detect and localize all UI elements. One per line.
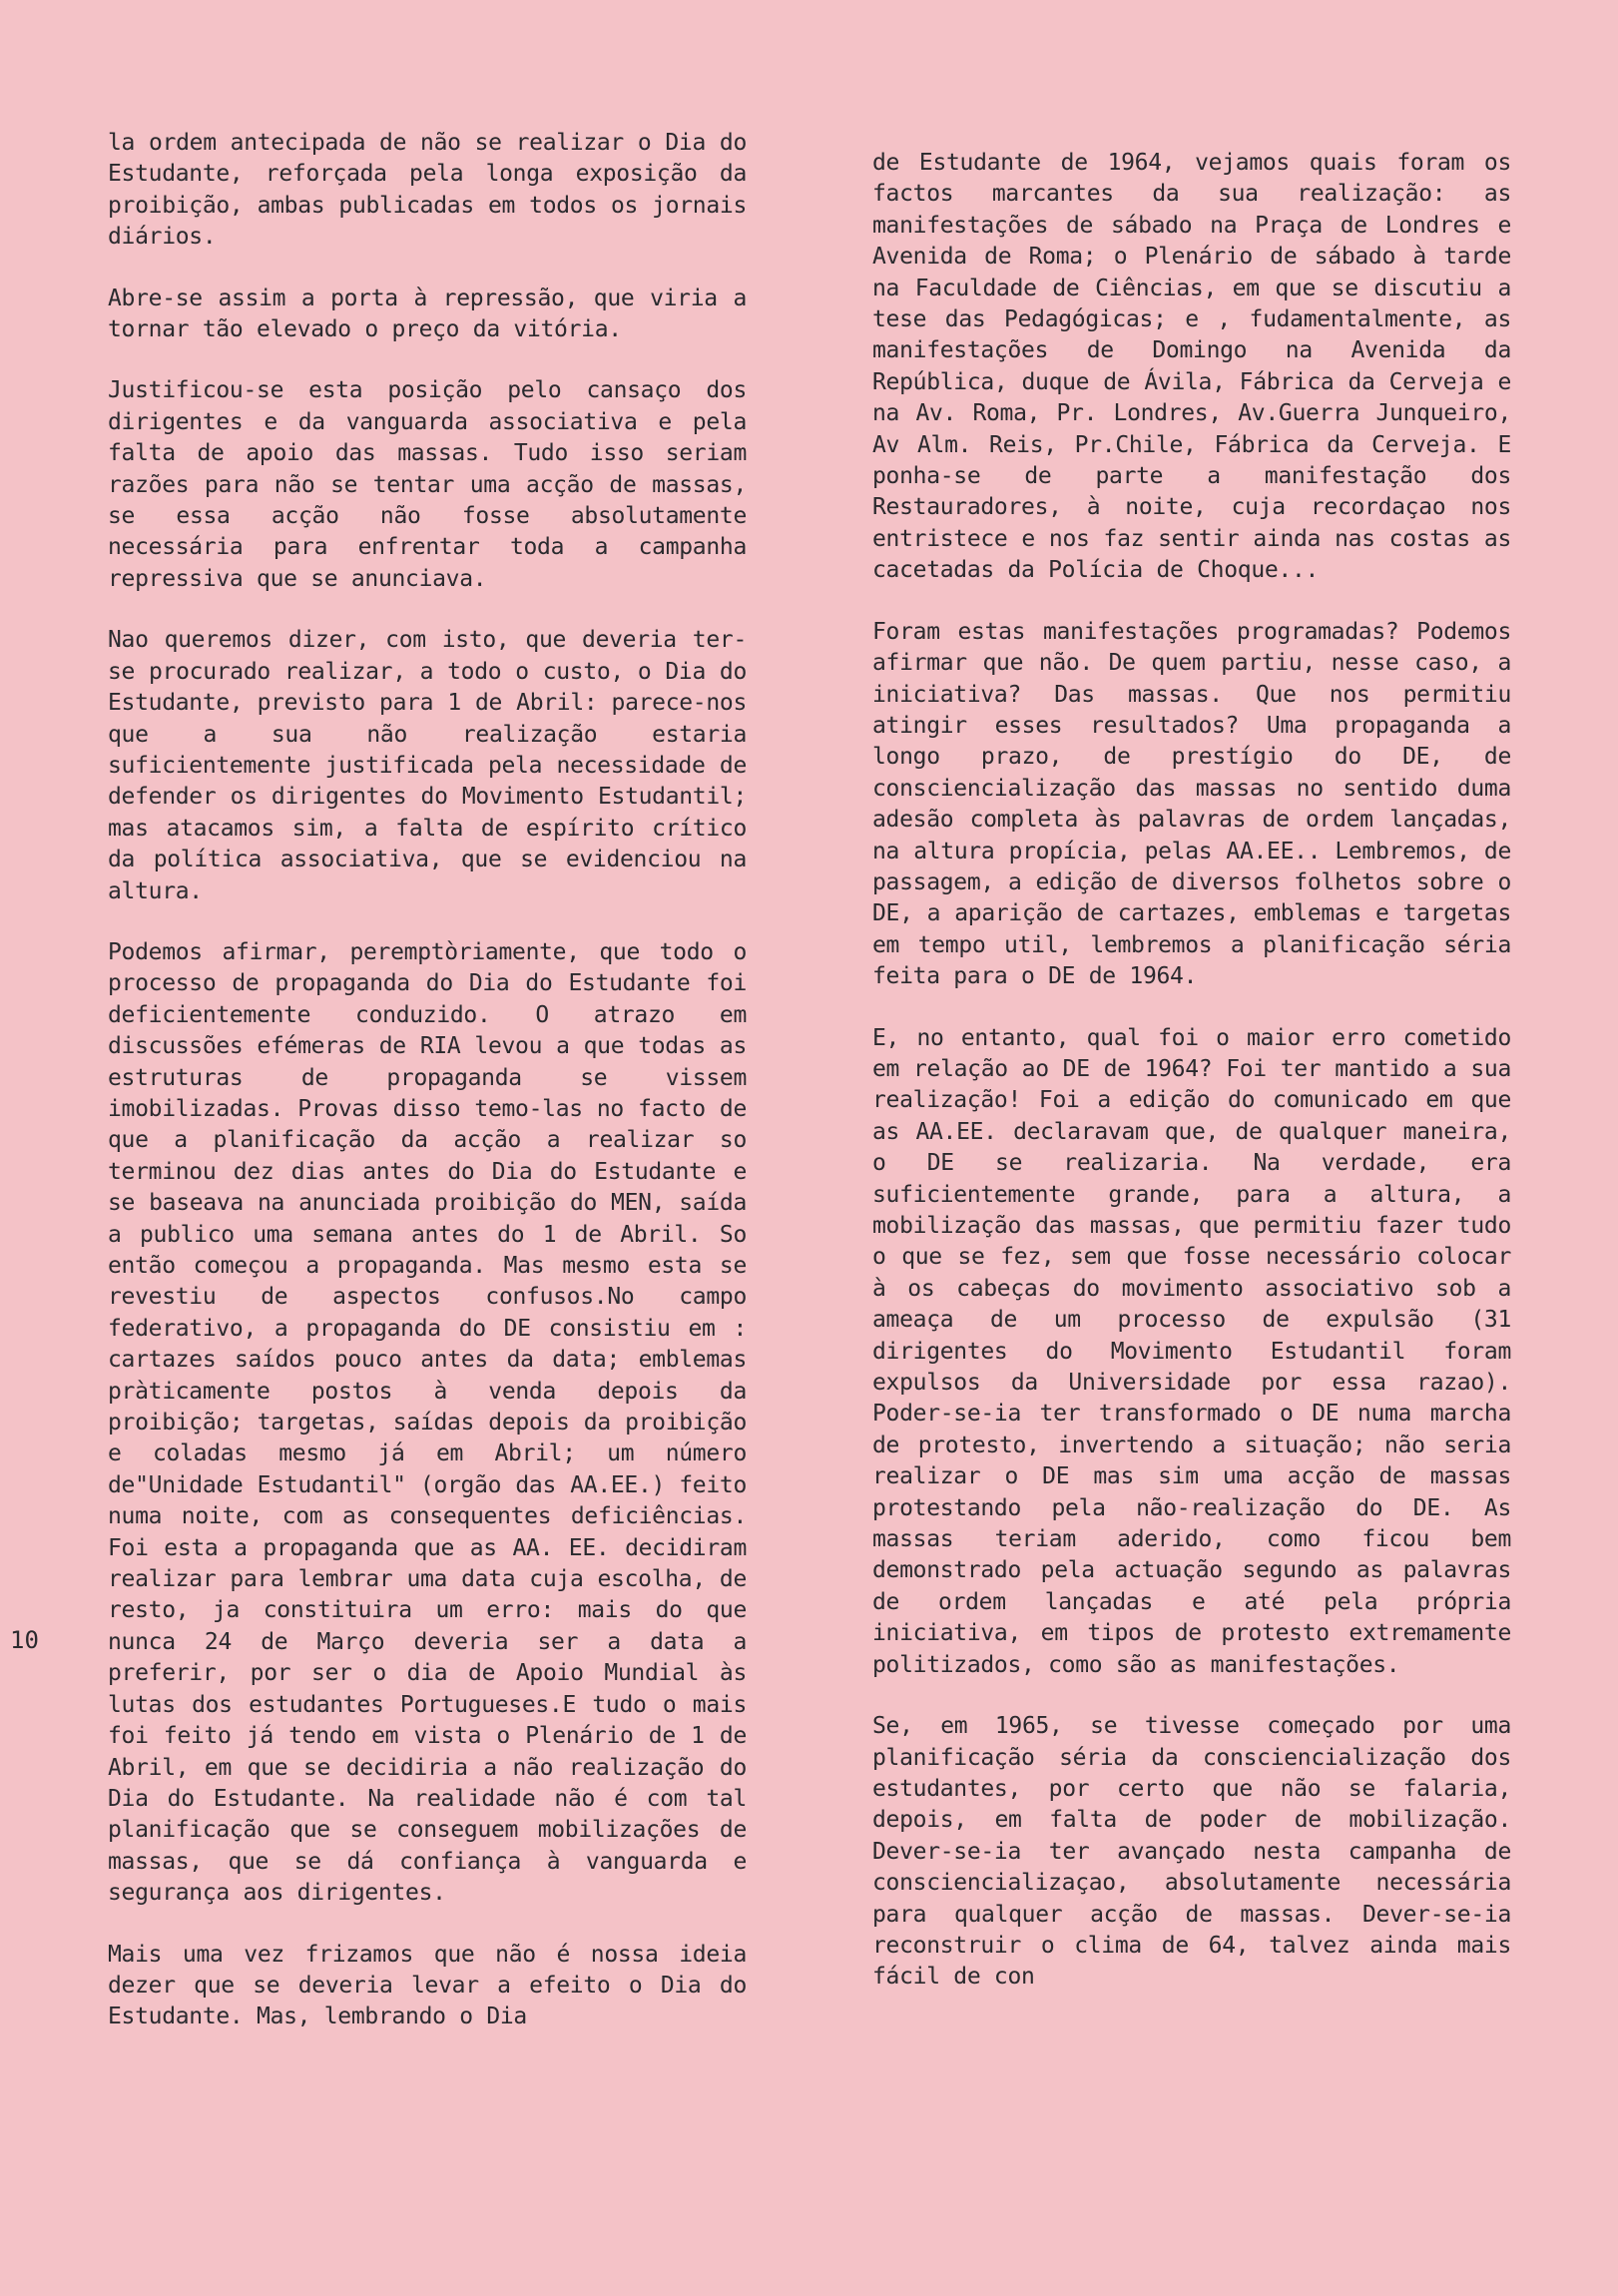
paragraph: de Estudante de 1964, vejamos quais foram os factos marcantes da sua realização: as manifestações de sábado na Praça de Londres e Avenida de Roma; o Plenário de sábado à tarde na Faculdade de Ciências, em que se discutiu a tese das Pedagógicas; e , fudamentalmente, as manifestações de Domingo na Avenida da República, duque de Ávila, Fábrica da Cerveja e na Av. Roma, Pr. Londres, Av.Guerra Junqueiro, Av Alm. Reis, Pr.Chile, Fábrica da Cerveja. E ponha-se de parte a manifestação dos Restauradores, à noite, cuja recordaçao nos entristece e nos faz sentir ainda nas costas as cacetadas da Polícia de Choque... [872,150,1511,584]
page-number: 10 [10,1626,39,1654]
paragraph: la ordem antecipada de não se realizar o Dia do Estudante, reforçada pela longa exposição da proibição, ambas publicadas em todos os jornais diários. [108,130,747,251]
paragraph: Podemos afirmar, peremptòriamente, que todo o processo de propaganda do Dia do Estudante foi deficientemente conduzido. O atrazo em discussões efémeras de RIA levou a que todas as estruturas de propaganda se vissem imobilizadas. Provas disso temo-las no facto de que a planificação da acção a realizar so terminou dez dias antes do Dia do Estudante e se baseava na anunciada proibição do MEN, saída a publico uma semana antes do 1 de Abril. So então começou a propaganda. Mas mesmo esta se revestiu de aspectos confusos.No campo federativo, a propaganda do DE consistiu em : cartazes saídos pouco antes da data; emblemas pràticamente postos à venda depois da proibição; targetas, saídas depois da proibição e coladas mesmo já em Abril; um número de"Unidade Estudantil" (orgão das AA.EE.) feito numa noite, com as consequentes deficiências. Foi esta a propaganda que as AA. EE. decidiram realizar para lembrar uma data cuja escolha, de resto, ja constituira um erro: mais do que nunca 24 de Março deveria ser a data a preferir, por ser o dia de Apoio Mundial às lutas dos estudantes Portugueses.E tudo o mais foi feito já tendo em vista o Plenário de 1 de Abril, em que se decidiria a não realização do Dia do Estudante. Na realidade não é com tal planificação que se conseguem mobilizações de massas, que se dá confiança à vanguarda e segurança aos dirigentes. [108,938,747,1907]
paragraph: Justificou-se esta posição pelo cansaço dos dirigentes e da vanguarda associativa e pela falta de apoio das massas. Tudo isso seriam razões para não se tentar uma acção de massas, se essa acção não fosse absolutamente necessária para enfrentar toda a campanha repressiva que se anunciava. [108,377,747,592]
paragraph: Se, em 1965, se tivesse começado por uma planificação séria da consciencialização dos estudantes, por certo que não se falaria, depois, em falta de poder de mobilização. Dever-se-ia ter avançado nesta campanha de consciencializaçao, absolutamente necessária para qualquer acção de massas. Dever-se-ia reconstruir o clima de 64, talvez ainda mais fácil de con [872,1713,1511,1991]
paragraph: Foram estas manifestações programadas? Podemos afirmar que não. De quem partiu, nesse caso, a iniciativa? Das massas. Que nos permitiu atingir esses resultados? Uma propaganda a longo prazo, de prestígio do DE, de consciencialização das massas no sentido duma adesão completa às palavras de ordem lançadas, na altura propícia, pelas AA.EE.. Lembremos, de passagem, a edição de diversos folhetos sobre o DE, a aparição de cartazes, emblemas e targetas em tempo util, lembremos a planificação séria feita para o DE de 1964. [872,618,1511,990]
right-column [872,148,1511,2023]
paragraph: Mais uma vez frizamos que não é nossa ideia dezer que se deveria levar a efeito o Dia do Estudante. Mas, lembrando o Dia [108,1941,747,2030]
left-column [108,128,747,2063]
paragraph: Abre-se assim a porta à repressão, que viria a tornar tão elevado o preço da vitória. [108,285,747,343]
paragraph: E, no entanto, qual foi o maior erro cometido em relação ao DE de 1964? Foi ter mantido a sua realização! Foi a edição do comunicado em que as AA.EE. declaravam que, de qualquer maneira, o DE se realizaria. Na verdade, era suficientemente grande, para a altura, a mobilização das massas, que permitiu fazer tudo o que se fez, sem que fosse necessário colocar à os cabeças do movimento associativo sob a ameaça de um processo de expulsão (31 dirigentes do Movimento Estudantil foram expulsos da Universidade por essa razao). Poder-se-ia ter transformado o DE numa marcha de protesto, invertendo a situação; não seria realizar o DE mas sim uma acção de massas protestando pela não-realização do DE. As massas teriam aderido, como ficou bem demonstrado pela actuação segundo as palavras de ordem lançadas e até pela própria iniciativa, em tipos de protesto extremamente politizados, como são as manifestações. [872,1024,1511,1678]
paragraph: Nao queremos dizer, com isto, que deveria ter-se procurado realizar, a todo o custo, o Dia do Estudante, previsto para 1 de Abril: parece-nos que a sua não realização estaria suficientemente justificada pela necessidade de defender os dirigentes do Movimento Estudantil; mas atacamos sim, a falta de espírito crítico da política associativa, que se evidenciou na altura. [108,627,747,904]
